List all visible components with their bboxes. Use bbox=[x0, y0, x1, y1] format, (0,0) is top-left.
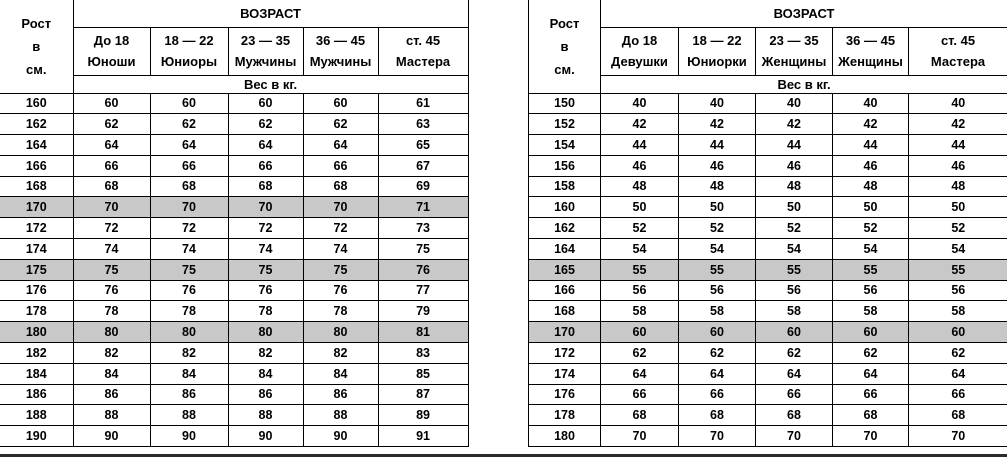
height-header-line: Рост bbox=[21, 15, 52, 31]
table-row bbox=[529, 155, 1007, 176]
table-row bbox=[529, 239, 1007, 260]
weight-cell: 60 bbox=[679, 322, 756, 343]
weight-cell: 84 bbox=[228, 363, 303, 384]
age-span-header: ВОЗРАСТ bbox=[73, 0, 468, 27]
weight-cell: 75 bbox=[303, 259, 378, 280]
age-col-header bbox=[756, 27, 833, 75]
table-row bbox=[529, 93, 1007, 114]
weight-cell: 44 bbox=[756, 135, 833, 156]
header-row-unit bbox=[529, 75, 1007, 93]
weight-cell: 81 bbox=[378, 322, 468, 343]
weight-cell: 70 bbox=[756, 426, 833, 447]
weight-cell: 74 bbox=[303, 239, 378, 260]
height-cell: 186 bbox=[0, 384, 73, 405]
weight-cell: 72 bbox=[228, 218, 303, 239]
weight-cell: 56 bbox=[909, 280, 1007, 301]
weight-cell: 50 bbox=[679, 197, 756, 218]
weight-cell: 70 bbox=[73, 197, 150, 218]
group-name: Женщины bbox=[838, 54, 903, 69]
weight-cell: 64 bbox=[73, 135, 150, 156]
weight-cell: 50 bbox=[909, 197, 1007, 218]
weight-cell: 54 bbox=[679, 239, 756, 260]
weight-cell: 78 bbox=[228, 301, 303, 322]
table-row bbox=[0, 155, 468, 176]
age-range: 18 — 22 bbox=[692, 33, 742, 48]
weight-cell: 75 bbox=[228, 259, 303, 280]
weight-cell: 70 bbox=[601, 426, 679, 447]
age-range: 23 — 35 bbox=[769, 33, 819, 48]
weight-cell: 62 bbox=[756, 343, 833, 364]
weight-cell: 58 bbox=[909, 301, 1007, 322]
weight-cell: 62 bbox=[73, 114, 150, 135]
weight-cell: 48 bbox=[679, 176, 756, 197]
weight-cell: 44 bbox=[601, 135, 679, 156]
group-name: Юноши bbox=[87, 54, 136, 69]
weight-cell: 52 bbox=[909, 218, 1007, 239]
height-cell: 164 bbox=[529, 239, 601, 260]
weight-cell: 68 bbox=[909, 405, 1007, 426]
height-cell: 178 bbox=[0, 301, 73, 322]
weight-cell: 74 bbox=[228, 239, 303, 260]
weight-cell: 90 bbox=[228, 426, 303, 447]
weight-cell: 75 bbox=[73, 259, 150, 280]
header-row-age bbox=[529, 0, 1007, 27]
weight-cell: 73 bbox=[378, 218, 468, 239]
age-col-header bbox=[150, 27, 228, 75]
weight-cell: 80 bbox=[228, 322, 303, 343]
weight-cell: 62 bbox=[909, 343, 1007, 364]
weight-cell: 84 bbox=[150, 363, 228, 384]
height-column-header bbox=[0, 0, 73, 93]
height-cell: 160 bbox=[0, 93, 73, 114]
weight-cell: 83 bbox=[378, 343, 468, 364]
weight-cell: 54 bbox=[756, 239, 833, 260]
age-range: 36 — 45 bbox=[315, 33, 366, 48]
weight-cell: 64 bbox=[756, 363, 833, 384]
weight-cell: 54 bbox=[601, 239, 679, 260]
weight-cell: 77 bbox=[378, 280, 468, 301]
group-name: Мужчины bbox=[309, 54, 372, 69]
weight-cell: 72 bbox=[73, 218, 150, 239]
weight-cell: 86 bbox=[303, 384, 378, 405]
weight-cell: 80 bbox=[150, 322, 228, 343]
age-col-header bbox=[601, 27, 679, 75]
weight-cell: 54 bbox=[833, 239, 909, 260]
weight-cell: 66 bbox=[756, 384, 833, 405]
weight-cell: 48 bbox=[909, 176, 1007, 197]
height-cell: 170 bbox=[529, 322, 601, 343]
weight-cell: 68 bbox=[228, 176, 303, 197]
weight-cell: 64 bbox=[833, 363, 909, 384]
weight-cell: 69 bbox=[378, 176, 468, 197]
weight-cell: 64 bbox=[150, 135, 228, 156]
weight-cell: 82 bbox=[73, 343, 150, 364]
weight-cell: 60 bbox=[833, 322, 909, 343]
weight-cell: 52 bbox=[679, 218, 756, 239]
height-cell: 188 bbox=[0, 405, 73, 426]
weight-cell: 55 bbox=[756, 259, 833, 280]
weight-cell: 86 bbox=[150, 384, 228, 405]
weight-cell: 42 bbox=[679, 114, 756, 135]
weight-cell: 89 bbox=[378, 405, 468, 426]
weight-cell: 55 bbox=[679, 259, 756, 280]
weight-cell: 58 bbox=[756, 301, 833, 322]
weight-cell: 42 bbox=[833, 114, 909, 135]
weight-cell: 48 bbox=[756, 176, 833, 197]
weight-cell: 64 bbox=[601, 363, 679, 384]
weight-cell: 84 bbox=[303, 363, 378, 384]
height-cell: 150 bbox=[529, 93, 601, 114]
age-range: ст. 45 bbox=[405, 33, 441, 48]
weight-cell: 44 bbox=[833, 135, 909, 156]
weight-cell: 44 bbox=[679, 135, 756, 156]
weight-cell: 70 bbox=[909, 426, 1007, 447]
weight-cell: 62 bbox=[601, 343, 679, 364]
weight-cell: 64 bbox=[679, 363, 756, 384]
weight-cell: 55 bbox=[833, 259, 909, 280]
weight-cell: 50 bbox=[756, 197, 833, 218]
weight-cell: 62 bbox=[679, 343, 756, 364]
weight-cell: 68 bbox=[150, 176, 228, 197]
header-row-age bbox=[0, 0, 468, 27]
weight-cell: 48 bbox=[833, 176, 909, 197]
weight-cell: 74 bbox=[73, 239, 150, 260]
group-name: Юниоры bbox=[160, 54, 218, 69]
table-row bbox=[529, 301, 1007, 322]
height-cell: 156 bbox=[529, 155, 601, 176]
weight-cell: 86 bbox=[228, 384, 303, 405]
weight-cell: 68 bbox=[601, 405, 679, 426]
weight-unit-header: Вес в кг. bbox=[73, 75, 468, 93]
table-row bbox=[0, 114, 468, 135]
weight-cell: 76 bbox=[73, 280, 150, 301]
weight-cell: 68 bbox=[73, 176, 150, 197]
height-cell: 184 bbox=[0, 363, 73, 384]
table-row bbox=[529, 259, 1007, 280]
age-col-header bbox=[833, 27, 909, 75]
weight-cell: 60 bbox=[909, 322, 1007, 343]
table-row bbox=[529, 176, 1007, 197]
table-row bbox=[529, 405, 1007, 426]
weight-cell: 71 bbox=[378, 197, 468, 218]
weight-cell: 66 bbox=[679, 384, 756, 405]
age-col-header bbox=[73, 27, 150, 75]
height-header-line: см. bbox=[26, 61, 47, 77]
weight-cell: 52 bbox=[601, 218, 679, 239]
height-header-line: Рост bbox=[549, 15, 580, 31]
weight-cell: 80 bbox=[73, 322, 150, 343]
height-cell: 166 bbox=[529, 280, 601, 301]
group-name: Юниорки bbox=[687, 54, 747, 69]
table-row bbox=[529, 218, 1007, 239]
weight-cell: 62 bbox=[150, 114, 228, 135]
weight-cell: 78 bbox=[150, 301, 228, 322]
weight-cell: 87 bbox=[378, 384, 468, 405]
weight-cell: 46 bbox=[909, 155, 1007, 176]
height-cell: 190 bbox=[0, 426, 73, 447]
weight-cell: 64 bbox=[228, 135, 303, 156]
weight-cell: 90 bbox=[150, 426, 228, 447]
height-cell: 168 bbox=[529, 301, 601, 322]
weight-cell: 42 bbox=[756, 114, 833, 135]
weight-cell: 60 bbox=[601, 322, 679, 343]
height-cell: 164 bbox=[0, 135, 73, 156]
weight-cell: 68 bbox=[679, 405, 756, 426]
table-row bbox=[0, 405, 468, 426]
weight-cell: 56 bbox=[756, 280, 833, 301]
age-range: 18 — 22 bbox=[164, 33, 214, 48]
weight-cell: 44 bbox=[909, 135, 1007, 156]
age-range: ст. 45 bbox=[940, 33, 976, 48]
weight-cell: 60 bbox=[228, 93, 303, 114]
weight-cell: 64 bbox=[303, 135, 378, 156]
weight-cell: 68 bbox=[833, 405, 909, 426]
height-header-line: в bbox=[560, 38, 569, 54]
weight-cell: 54 bbox=[909, 239, 1007, 260]
weight-cell: 82 bbox=[303, 343, 378, 364]
header-row-groups bbox=[529, 27, 1007, 75]
weight-cell: 68 bbox=[303, 176, 378, 197]
table-row bbox=[0, 322, 468, 343]
age-span-header: ВОЗРАСТ bbox=[601, 0, 1007, 27]
height-header-line: см. bbox=[554, 61, 575, 77]
weight-cell: 65 bbox=[378, 135, 468, 156]
weight-cell: 52 bbox=[833, 218, 909, 239]
table-row bbox=[0, 384, 468, 405]
men-weight-table bbox=[0, 0, 469, 447]
table-row bbox=[0, 426, 468, 447]
weight-cell: 91 bbox=[378, 426, 468, 447]
weight-cell: 46 bbox=[679, 155, 756, 176]
bottom-divider-rule bbox=[0, 454, 1007, 457]
height-cell: 165 bbox=[529, 259, 601, 280]
weight-cell: 70 bbox=[833, 426, 909, 447]
weight-cell: 63 bbox=[378, 114, 468, 135]
weight-cell: 70 bbox=[679, 426, 756, 447]
women-weight-table bbox=[528, 0, 1007, 447]
weight-cell: 67 bbox=[378, 155, 468, 176]
height-cell: 152 bbox=[529, 114, 601, 135]
table-row bbox=[529, 135, 1007, 156]
height-cell: 154 bbox=[529, 135, 601, 156]
weight-cell: 46 bbox=[601, 155, 679, 176]
height-cell: 160 bbox=[529, 197, 601, 218]
height-cell: 175 bbox=[0, 259, 73, 280]
table-row bbox=[0, 176, 468, 197]
weight-cell: 46 bbox=[833, 155, 909, 176]
age-col-header bbox=[378, 27, 468, 75]
weight-cell: 58 bbox=[833, 301, 909, 322]
height-header-line: в bbox=[32, 38, 41, 54]
weight-cell: 79 bbox=[378, 301, 468, 322]
height-cell: 172 bbox=[0, 218, 73, 239]
height-column-header bbox=[529, 0, 601, 93]
weight-cell: 88 bbox=[228, 405, 303, 426]
table-row bbox=[529, 363, 1007, 384]
height-cell: 172 bbox=[529, 343, 601, 364]
weight-cell: 40 bbox=[756, 93, 833, 114]
weight-cell: 76 bbox=[303, 280, 378, 301]
weight-cell: 61 bbox=[378, 93, 468, 114]
weight-cell: 86 bbox=[73, 384, 150, 405]
weight-cell: 76 bbox=[228, 280, 303, 301]
age-range: 36 — 45 bbox=[845, 33, 896, 48]
weight-cell: 55 bbox=[601, 259, 679, 280]
weight-cell: 60 bbox=[303, 93, 378, 114]
table-row bbox=[0, 280, 468, 301]
weight-cell: 62 bbox=[228, 114, 303, 135]
weight-cell: 40 bbox=[833, 93, 909, 114]
table-row bbox=[0, 93, 468, 114]
weight-cell: 80 bbox=[303, 322, 378, 343]
table-row bbox=[529, 114, 1007, 135]
table-row bbox=[529, 322, 1007, 343]
table-row bbox=[0, 239, 468, 260]
weight-cell: 60 bbox=[150, 93, 228, 114]
weight-cell: 46 bbox=[756, 155, 833, 176]
weight-cell: 50 bbox=[601, 197, 679, 218]
height-cell: 168 bbox=[0, 176, 73, 197]
weight-cell: 76 bbox=[150, 280, 228, 301]
weight-cell: 88 bbox=[303, 405, 378, 426]
age-range: До 18 bbox=[621, 33, 658, 48]
height-cell: 180 bbox=[0, 322, 73, 343]
weight-cell: 42 bbox=[601, 114, 679, 135]
weight-cell: 42 bbox=[909, 114, 1007, 135]
weight-cell: 60 bbox=[73, 93, 150, 114]
table-row bbox=[0, 259, 468, 280]
table-row bbox=[529, 384, 1007, 405]
group-name: Мастера bbox=[930, 54, 986, 69]
table-row bbox=[529, 197, 1007, 218]
height-cell: 166 bbox=[0, 155, 73, 176]
weight-cell: 56 bbox=[601, 280, 679, 301]
weight-cell: 55 bbox=[909, 259, 1007, 280]
weight-cell: 85 bbox=[378, 363, 468, 384]
weight-cell: 66 bbox=[601, 384, 679, 405]
weight-cell: 76 bbox=[378, 259, 468, 280]
men-table-body bbox=[0, 93, 468, 447]
weight-cell: 90 bbox=[73, 426, 150, 447]
height-cell: 174 bbox=[529, 363, 601, 384]
weight-cell: 82 bbox=[228, 343, 303, 364]
weight-cell: 66 bbox=[833, 384, 909, 405]
table-row bbox=[529, 343, 1007, 364]
age-range: До 18 bbox=[93, 33, 130, 48]
height-cell: 180 bbox=[529, 426, 601, 447]
weight-cell: 75 bbox=[150, 259, 228, 280]
group-name: Девушки bbox=[611, 54, 668, 69]
weight-cell: 75 bbox=[378, 239, 468, 260]
weight-cell: 66 bbox=[909, 384, 1007, 405]
group-name: Женщины bbox=[761, 54, 827, 69]
weight-cell: 70 bbox=[150, 197, 228, 218]
weight-cell: 78 bbox=[73, 301, 150, 322]
height-cell: 162 bbox=[0, 114, 73, 135]
group-name: Мастера bbox=[395, 54, 451, 69]
age-col-header bbox=[679, 27, 756, 75]
weight-cell: 56 bbox=[833, 280, 909, 301]
weight-cell: 70 bbox=[303, 197, 378, 218]
age-col-header bbox=[909, 27, 1007, 75]
weight-cell: 58 bbox=[679, 301, 756, 322]
weight-cell: 74 bbox=[150, 239, 228, 260]
weight-cell: 40 bbox=[679, 93, 756, 114]
weight-cell: 72 bbox=[303, 218, 378, 239]
weight-cell: 84 bbox=[73, 363, 150, 384]
weight-unit-header: Вес в кг. bbox=[601, 75, 1007, 93]
age-col-header bbox=[303, 27, 378, 75]
weight-cell: 60 bbox=[756, 322, 833, 343]
height-cell: 182 bbox=[0, 343, 73, 364]
age-range: 23 — 35 bbox=[240, 33, 291, 48]
weight-cell: 52 bbox=[756, 218, 833, 239]
weight-cell: 48 bbox=[601, 176, 679, 197]
weight-cell: 62 bbox=[833, 343, 909, 364]
weight-cell: 82 bbox=[150, 343, 228, 364]
weight-cell: 66 bbox=[150, 155, 228, 176]
height-cell: 174 bbox=[0, 239, 73, 260]
height-cell: 158 bbox=[529, 176, 601, 197]
table-row bbox=[0, 197, 468, 218]
weight-cell: 50 bbox=[833, 197, 909, 218]
age-col-header bbox=[228, 27, 303, 75]
women-table-body bbox=[529, 93, 1007, 447]
weight-cell: 78 bbox=[303, 301, 378, 322]
table-row bbox=[529, 280, 1007, 301]
height-cell: 170 bbox=[0, 197, 73, 218]
weight-cell: 66 bbox=[303, 155, 378, 176]
table-row bbox=[0, 218, 468, 239]
weight-cell: 72 bbox=[150, 218, 228, 239]
table-row bbox=[0, 135, 468, 156]
weight-cell: 88 bbox=[150, 405, 228, 426]
weight-cell: 68 bbox=[756, 405, 833, 426]
weight-cell: 66 bbox=[228, 155, 303, 176]
height-cell: 176 bbox=[529, 384, 601, 405]
table-row bbox=[0, 343, 468, 364]
weight-cell: 66 bbox=[73, 155, 150, 176]
weight-cell: 70 bbox=[228, 197, 303, 218]
table-row bbox=[0, 363, 468, 384]
height-cell: 162 bbox=[529, 218, 601, 239]
weight-cell: 88 bbox=[73, 405, 150, 426]
weight-cell: 56 bbox=[679, 280, 756, 301]
weight-cell: 40 bbox=[909, 93, 1007, 114]
weight-cell: 62 bbox=[303, 114, 378, 135]
height-cell: 178 bbox=[529, 405, 601, 426]
weight-cell: 40 bbox=[601, 93, 679, 114]
group-name: Мужчины bbox=[234, 54, 297, 69]
table-row bbox=[0, 301, 468, 322]
weight-cell: 64 bbox=[909, 363, 1007, 384]
weight-cell: 90 bbox=[303, 426, 378, 447]
weight-cell: 58 bbox=[601, 301, 679, 322]
height-cell: 176 bbox=[0, 280, 73, 301]
table-row bbox=[529, 426, 1007, 447]
